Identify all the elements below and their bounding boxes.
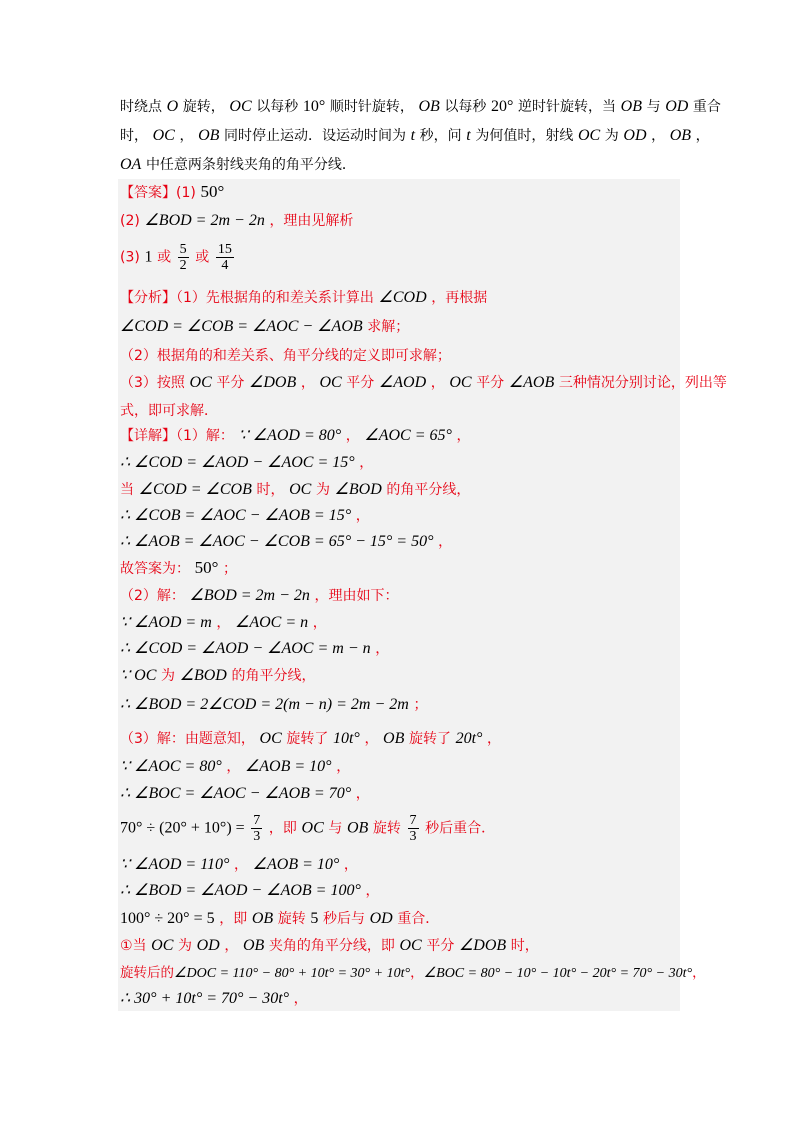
detail-line-1: 【详解】（1）解： ∵ ∠AOD = 80° ， ∠AOC = 65° ， [120,427,471,444]
question-line-3: OA 中任意两条射线夹角的角平分线． [120,156,356,173]
detail-line-3: 当 ∠COD = ∠COB 时， OC 为 ∠BOD 的角平分线， [120,481,471,498]
detail-line-7: （2）解： ∠BOD = 2m − 2n ，理由如下： [120,587,399,604]
detail-line-16: ∵ ∠AOD = 110° ， ∠AOB = 10° ， [120,856,358,873]
detail-line-12: （3）解：由题意知， OC 旋转了 10t° ， OB 旋转了 20t° ， [120,730,502,747]
fraction: $\frac{7}{3}$ [409,813,417,844]
detail-line-19: ①当 OC 为 OD ， OB 夹角的角平分线，即 OC 平分 ∠DOB 时， [120,937,539,954]
detail-line-20: 旋转后的∠DOC = 110° − 80° + 10t° = 30° + 10t°，∠BOC = 80° − 10° − 10t° − 20t° = 70° − 30t°， [120,965,706,981]
detail-line-18: 100° ÷ 20° = 5 ，即 OB 旋转 5 秒后与 OD 重合． [120,910,440,927]
analysis-line-2: ∠COD = ∠COB = ∠AOC − ∠AOB 求解； [120,318,410,335]
fraction: $\frac{15}{4}$ [217,242,232,273]
detail-line-15: 70° ÷ (20° + 10°) = $\frac{7}{3}$ ，即 OC 与 OB 旋转 $\frac{7}{3}$ 秒后重合． [120,813,496,844]
fraction: $\frac{5}{2}$ [179,242,187,273]
answer-line-2: (2) ∠BOD = 2m − 2n ，理由见解析 [120,212,354,229]
detail-line-11: ∴ ∠BOD = 2∠COD = 2(m − n) = 2m − 2m ； [120,696,428,713]
detail-tag: 【详解】 [120,428,176,444]
analysis-line-4: （3）按照 OC 平分 ∠DOB ， OC 平分 ∠AOD ， OC 平分 ∠AOB 三种情况分别讨论，列出等 [120,374,727,391]
detail-line-9: ∴ ∠COD = ∠AOD − ∠AOC = m − n ， [120,640,390,657]
detail-line-10: ∵ OC 为 ∠BOD 的角平分线， [120,667,316,684]
detail-line-2: ∴ ∠COD = ∠AOD − ∠AOC = 15° ， [120,454,374,471]
detail-line-21: ∴ 30° + 10t° = 70° − 30t° ， [120,990,308,1007]
answer-line-1: 【答案】(1) 50° [120,182,225,201]
answer-tag: 【答案】 [120,185,176,201]
fraction: $\frac{7}{3}$ [253,813,261,844]
question-line-2: 时， OC ， OB 同时停止运动．设运动时间为 t 秒，问 t 为何值时，射线 OC 为 OD ， OB ， [120,127,710,144]
answer-line-3: (3) 1 或 $\frac{5}{2}$ 或 $\frac{15}{4}$ [120,242,232,273]
analysis-line-5: 式，即可求解． [120,403,218,419]
detail-line-14: ∴ ∠BOC = ∠AOC − ∠AOB = 70° ， [120,785,370,802]
detail-line-4: ∴ ∠COB = ∠AOC − ∠AOB = 15° ， [120,507,370,524]
analysis-tag: 【分析】 [120,290,176,306]
detail-line-13: ∵ ∠AOC = 80° ， ∠AOB = 10° ， [120,758,351,775]
detail-line-17: ∴ ∠BOD = ∠AOD − ∠AOB = 100° ， [120,882,380,899]
detail-line-6: 故答案为： 50° ； [120,558,238,577]
analysis-line-1: 【分析】（1）先根据角的和差关系计算出 ∠COD ，再根据 [120,289,488,306]
analysis-line-3: （2）根据角的和差关系、角平分线的定义即可求解； [120,348,451,364]
detail-line-8: ∵ ∠AOD = m ， ∠AOC = n ， [120,614,327,631]
question-line-1: 时绕点 O 旋转， OC 以每秒 10° 顺时针旋转， OB 以每秒 20° 逆时针旋转，当 OB 与 OD 重合 [120,98,721,115]
detail-line-5: ∴ ∠AOB = ∠AOC − ∠COB = 65° − 15° = 50° ， [120,533,453,550]
